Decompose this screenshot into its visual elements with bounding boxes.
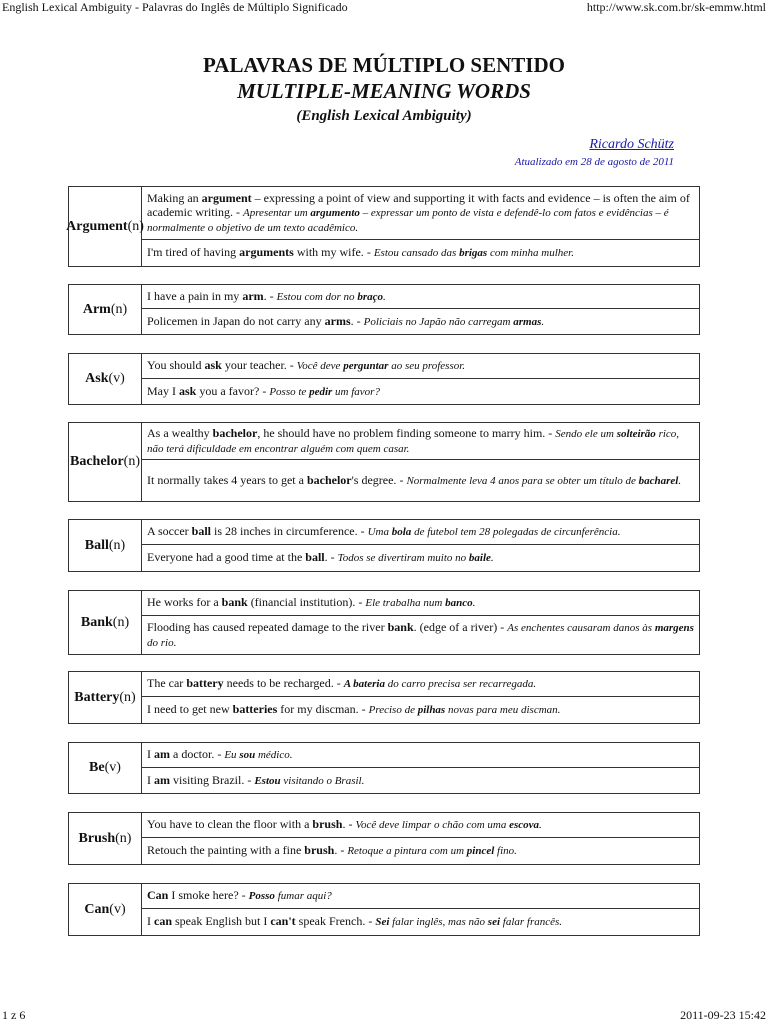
- entry-term: Battery: [74, 689, 120, 705]
- entry-part-of-speech: (v): [104, 760, 121, 775]
- example-english: I have a pain in my arm.: [147, 288, 267, 303]
- example-row: [142, 423, 699, 460]
- entry-part-of-speech: (n): [123, 454, 140, 469]
- example-row: [142, 838, 699, 864]
- entry-ball: [68, 519, 700, 572]
- example-text: He works for a bank (financial institution). - Ele trabalha num banco.: [147, 595, 476, 609]
- entry-term: Be: [89, 760, 105, 775]
- example-text: I am a doctor. - Eu sou médico.: [147, 747, 293, 761]
- entry-examples: [142, 187, 699, 266]
- example-text: I have a pain in my arm. - Estou com dor no braço.: [147, 288, 386, 303]
- example-english: It normally takes 4 years to get a bachelor's degree.: [147, 472, 397, 487]
- entries-list: [68, 186, 700, 936]
- example-portuguese: Policiais no Japão não carregam armas.: [363, 315, 545, 328]
- example-english: As a wealthy bachelor, he should have no problem finding someone to marry him.: [147, 425, 546, 440]
- entry-part-of-speech: (n): [127, 218, 144, 234]
- author-link[interactable]: Ricardo Schütz: [589, 137, 674, 152]
- example-row: [142, 379, 699, 404]
- entry-ask: [68, 353, 700, 405]
- example-english: May I ask you a favor?: [147, 383, 260, 398]
- example-english: Flooding has caused repeated damage to the river bank. (edge of a river): [147, 619, 498, 634]
- example-row: [142, 520, 699, 545]
- example-text: You should ask your teacher. - Você deve perguntar ao seu professor.: [147, 358, 466, 372]
- example-text: You have to clean the floor with a brush. - Você deve limpar o chão com uma escova.: [147, 817, 542, 831]
- example-portuguese: Posso fumar aqui?: [248, 890, 332, 902]
- example-portuguese: Você deve perguntar ao seu professor.: [296, 360, 466, 372]
- example-row: [142, 591, 699, 616]
- entry-argument: [68, 186, 700, 267]
- example-text: I am visiting Brazil. - Estou visitando o Brasil.: [147, 772, 365, 787]
- browser-page-title: English Lexical Ambiguity - Palavras do Inglês de Múltiplo Significado: [2, 0, 348, 14]
- entry-term: Bank: [80, 614, 113, 630]
- entry-examples: [142, 884, 699, 935]
- entry-word: [69, 520, 142, 571]
- entry-term: Ball: [84, 537, 109, 553]
- entry-word: [69, 884, 142, 935]
- entry-examples: [142, 423, 699, 501]
- example-row: [142, 309, 699, 334]
- example-portuguese: Todos se divertiram muito no baile.: [337, 552, 494, 564]
- example-row: [142, 354, 699, 379]
- example-portuguese: Uma bola de futebol tem 28 polegadas de circunferência.: [367, 526, 621, 538]
- page-count: 1 z 6: [2, 1008, 26, 1022]
- example-english: A soccer ball is 28 inches in circumference.: [147, 524, 358, 538]
- example-text: May I ask you a favor? - Posso te pedir um favor?: [147, 383, 380, 398]
- title-english: MULTIPLE-MEANING WORDS: [237, 79, 531, 103]
- example-row: [142, 672, 699, 697]
- example-portuguese: A bateria do carro precisa ser recarregada.: [343, 678, 537, 690]
- example-english: Can I smoke here?: [147, 888, 239, 902]
- entry-bachelor: [68, 422, 700, 502]
- title-block: [0, 52, 768, 127]
- example-english: Making an argument – expressing a point of view and supporting it with facts and evidence – is often the aim of academic writing.: [147, 190, 690, 219]
- entry-word: [69, 813, 142, 864]
- example-row: [142, 768, 699, 793]
- example-row: [142, 545, 699, 571]
- entry-term: Bachelor: [70, 454, 124, 469]
- example-portuguese: Você deve limpar o chão com uma escova.: [355, 819, 542, 831]
- example-row: [142, 743, 699, 768]
- entry-examples: [142, 743, 699, 793]
- example-english: Retouch the painting with a fine brush.: [147, 843, 338, 857]
- example-text: It normally takes 4 years to get a bachelor's degree. - Normalmente leva 4 anos para se obter um título de bacharel.: [147, 472, 682, 487]
- entry-word: [69, 285, 142, 334]
- entry-examples: [142, 672, 699, 723]
- example-portuguese: As enchentes causaram danos às margens do rio.: [147, 621, 694, 649]
- entry-word: [69, 423, 142, 501]
- example-row: [142, 884, 699, 909]
- entry-word: [69, 591, 142, 654]
- entry-part-of-speech: (n): [112, 614, 130, 630]
- entry-term: Arm: [82, 301, 111, 317]
- example-portuguese: Apresentar um argumento – expressar um ponto de vista e defendê-lo com fatos e evidências – é normalmente o objetivo de um texto acadêmico.: [147, 206, 669, 234]
- example-portuguese: Sei falar inglês, mas não sei falar francês.: [375, 916, 563, 928]
- example-text: Can I smoke here? - Posso fumar aqui?: [147, 888, 332, 902]
- entry-examples: [142, 285, 699, 334]
- example-text: As a wealthy bachelor, he should have no problem finding someone to marry him. - Sendo ele um solteirão rico, não terá dificuldade em encontrar alguém com quem casar.: [147, 425, 680, 455]
- example-english: I am visiting Brazil.: [147, 772, 245, 787]
- entry-part-of-speech: (n): [119, 689, 136, 705]
- example-row: [142, 616, 699, 654]
- example-portuguese: Normalmente leva 4 anos para se obter um título de bacharel.: [406, 474, 682, 487]
- entry-word: [69, 743, 142, 793]
- example-english: Everyone had a good time at the ball.: [147, 550, 328, 564]
- example-text: I can speak English but I can't speak French. - Sei falar inglês, mas não sei falar francês.: [147, 914, 563, 928]
- example-portuguese: Ele trabalha num banco.: [365, 597, 476, 609]
- example-english: You should ask your teacher.: [147, 358, 287, 372]
- entry-term: Ask: [85, 371, 109, 386]
- entry-examples: [142, 354, 699, 404]
- example-text: Policemen in Japan do not carry any arms. - Policiais no Japão não carregam armas.: [147, 313, 545, 328]
- browser-url: http://www.sk.com.br/sk-emmw.html: [586, 0, 766, 14]
- entry-examples: [142, 813, 699, 864]
- entry-term: Argument: [66, 218, 128, 234]
- example-row: [142, 460, 699, 501]
- example-text: Making an argument – expressing a point of view and supporting it with facts and evidence – is often the aim of academic writing. - Apresentar um argumento – expressar um ponto de vista e defendê-lo com fatos e evidências – é normalmente o objetivo de um texto acadêmico.: [147, 190, 690, 234]
- entry-arm: [68, 284, 700, 335]
- entry-word: [69, 672, 142, 723]
- example-english: The car battery needs to be recharged.: [147, 676, 334, 690]
- example-text: I need to get new batteries for my discman. - Preciso de pilhas novas para meu discman.: [147, 702, 561, 716]
- example-english: I need to get new batteries for my discman.: [147, 702, 359, 716]
- example-portuguese: Posso te pedir um favor?: [269, 385, 380, 398]
- example-english: You have to clean the floor with a brush.: [147, 817, 346, 831]
- example-portuguese: Estou com dor no braço.: [276, 290, 386, 303]
- entry-term: Brush: [78, 830, 116, 846]
- example-text: I'm tired of having arguments with my wife. - Estou cansado das brigas com minha mulher.: [147, 245, 574, 259]
- subtitle: (English Lexical Ambiguity): [296, 108, 472, 124]
- example-row: [142, 813, 699, 838]
- example-row: [142, 285, 699, 309]
- example-row: [142, 187, 699, 240]
- entry-can: [68, 883, 700, 936]
- example-english: He works for a bank (financial institution).: [147, 595, 356, 609]
- example-text: A soccer ball is 28 inches in circumference. - Uma bola de futebol tem 28 polegadas de circunferência.: [147, 524, 621, 538]
- print-timestamp: 2011-09-23 15:42: [680, 1008, 766, 1022]
- entry-part-of-speech: (n): [115, 830, 132, 846]
- updated-date: Atualizado em 28 de agosto de 2011: [514, 156, 674, 168]
- title-portuguese: PALAVRAS DE MÚLTIPLO SENTIDO: [203, 53, 565, 77]
- example-english: I'm tired of having arguments with my wife.: [147, 245, 364, 259]
- entry-part-of-speech: (v): [108, 371, 125, 386]
- entry-brush: [68, 812, 700, 865]
- example-portuguese: Sendo ele um solteirão rico, não terá dificuldade em encontrar alguém com quem casar.: [147, 427, 680, 455]
- entry-word: [66, 187, 144, 266]
- entry-part-of-speech: (n): [110, 301, 128, 317]
- example-row: [142, 697, 699, 723]
- example-portuguese: Estou cansado das brigas com minha mulher.: [373, 247, 574, 259]
- entry-part-of-speech: (n): [108, 537, 126, 553]
- entry-word: [69, 354, 142, 404]
- entry-battery: [68, 671, 700, 724]
- example-portuguese: Retoque a pintura com um pincel fino.: [347, 845, 517, 857]
- entry-part-of-speech: (v): [109, 901, 126, 917]
- example-portuguese: Preciso de pilhas novas para meu discman.: [368, 704, 561, 716]
- entry-be: [68, 742, 700, 794]
- example-text: The car battery needs to be recharged. - A bateria do carro precisa ser recarregada.: [147, 676, 537, 690]
- example-row: [142, 240, 699, 266]
- example-text: Retouch the painting with a fine brush. - Retoque a pintura com um pincel fino.: [147, 843, 517, 857]
- entry-bank: [68, 590, 700, 655]
- example-portuguese: Estou visitando o Brasil.: [254, 774, 365, 787]
- example-english: I am a doctor.: [147, 747, 215, 761]
- entry-term: Can: [84, 901, 110, 917]
- example-portuguese: Eu sou médico.: [224, 749, 293, 761]
- example-text: Everyone had a good time at the ball. - Todos se divertiram muito no baile.: [147, 550, 494, 564]
- example-row: [142, 909, 699, 935]
- example-english: Policemen in Japan do not carry any arms.: [147, 313, 354, 328]
- example-text: Flooding has caused repeated damage to the river bank. (edge of a river) - As enchentes causaram danos às margens do rio.: [147, 619, 694, 649]
- entry-examples: [142, 591, 699, 654]
- example-english: I can speak English but I can't speak French.: [147, 914, 366, 928]
- entry-examples: [142, 520, 699, 571]
